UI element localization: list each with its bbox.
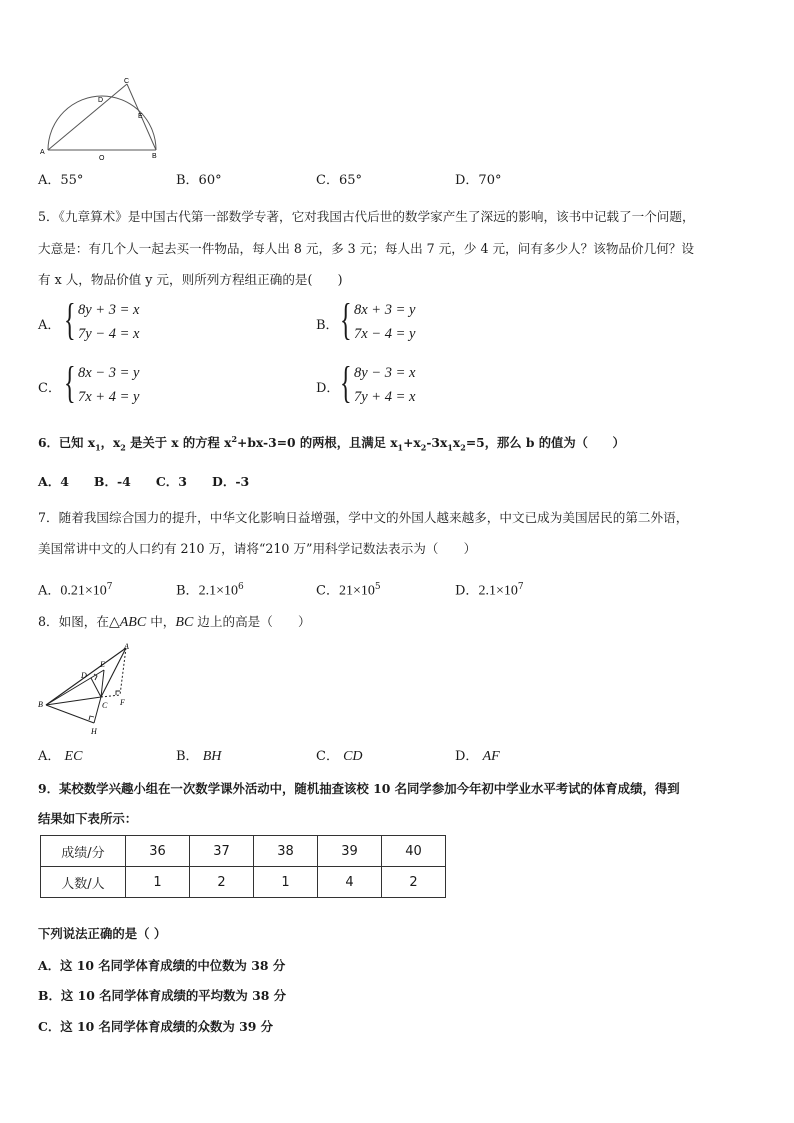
q7-option-d (455, 578, 524, 600)
option-exponent: 7 (517, 582, 524, 592)
q6-text-c: 是关于 x 的方程 x (125, 435, 232, 451)
q8-stem (38, 613, 311, 632)
q8-option-c (316, 748, 363, 766)
q6-stem (38, 430, 625, 457)
q9-prompt: 下列说法正确的是（ ） (38, 926, 167, 941)
q5-stem-line3: 有 x 人，物品价值 y 元，则所列方程组正确的是( ) (38, 272, 343, 287)
q5-stem-line1: 5．《九章算术》是中国古代第一部数学专著，它对我国古代后世的数学家产生了深远的影响，该书中记载了一个问题， (38, 209, 695, 224)
table-cell: 38 (254, 836, 318, 867)
label-c: C (124, 78, 130, 85)
label-c: C (102, 701, 108, 710)
option-label: C． (316, 583, 339, 599)
table-header-cell: 人数/人 (41, 867, 126, 898)
q6-text-g: x (452, 435, 461, 451)
q6-sub: 2 (460, 442, 466, 453)
option-label: A． (38, 583, 61, 599)
label-d: D (81, 671, 87, 680)
option-exponent: 7 (106, 582, 113, 592)
q8-bc: BC (175, 615, 194, 630)
table-cell: 40 (382, 836, 446, 867)
q7-stem-line1: 7．随着我国综合国力的提升，中华文化影响日益增强，学中文的外国人越来越多，中文已成为美国居民的第二外语， (38, 510, 689, 525)
q8-triangle-figure (36, 643, 136, 737)
q6-sub: 1 (397, 442, 404, 453)
q8-text-c: 边上的高是（ ） (193, 614, 311, 629)
q4-option-d: D．70° (455, 173, 502, 188)
q7-option-c (316, 578, 381, 600)
q5-option-a-label: A． (38, 318, 61, 333)
q5-d-eq1: 8y − 3 = x (354, 365, 416, 381)
q8-option-d (455, 748, 500, 766)
label-f: F (120, 698, 125, 707)
q5-option-c-label: C． (38, 381, 61, 396)
label-e: E (100, 660, 105, 669)
label-a: A (124, 643, 129, 651)
label-b: B (152, 153, 157, 160)
q5-stem-line2: 大意是：有几个人一起去买一件物品，每人出 8 元，多 3 元；每人出 7 元，少 4 元，问有多少人？该物品价几何？设 (38, 241, 694, 256)
q6-sup: 2 (231, 434, 238, 444)
table-cell: 37 (190, 836, 254, 867)
label-e: E (138, 113, 143, 120)
table-cell: 4 (318, 867, 382, 898)
score-table (40, 835, 446, 898)
label-h: H (91, 727, 97, 736)
q7-option-a (38, 578, 113, 600)
option-value: BH (202, 749, 222, 764)
q6-text-d: +bx-3=0 的两根，且满足 x (237, 435, 398, 451)
q8-option-b (176, 748, 221, 766)
q6-text-h: =5，那么 b 的值为（ ） (465, 435, 625, 451)
table-header-cell: 成绩/分 (41, 836, 126, 867)
line-ac (48, 84, 127, 150)
q6-options: A．4 B．-4 C．3 D．-3 (38, 474, 250, 489)
semicircle-arc (48, 96, 156, 150)
option-label: D． (455, 583, 479, 599)
option-value: EC (64, 749, 83, 764)
q5-option-b-label: B． (316, 318, 339, 333)
q4-semicircle-figure (36, 74, 166, 164)
q5-c-eq2: 7x + 4 = y (78, 389, 140, 405)
option-label: B． (176, 749, 199, 764)
q8-option-a (38, 748, 82, 766)
q9-option-b: B．这 10 名同学体育成绩的平均数为 38 分 (38, 988, 287, 1003)
option-label: A． (38, 749, 61, 764)
q8-triangle: △ABC (108, 615, 147, 630)
q5-a-eq2: 7y − 4 = x (78, 326, 140, 342)
q9-stem-line2: 结果如下表所示： (38, 811, 138, 826)
q6-text-a: 6．已知 x (38, 435, 96, 451)
q9-option-a: A．这 10 名同学体育成绩的中位数为 38 分 (38, 958, 286, 973)
q5-d-eq2: 7y + 4 = x (354, 389, 416, 405)
table-row (41, 836, 446, 867)
option-exponent: 6 (237, 582, 244, 592)
option-label: B． (176, 583, 199, 599)
option-value: 21×10 (338, 583, 375, 599)
option-value: 2.1×10 (198, 583, 238, 599)
q5-b-eq2: 7x − 4 = y (354, 326, 416, 342)
q4-option-b: B．60° (176, 173, 222, 188)
table-cell: 36 (126, 836, 190, 867)
q9-option-c: C．这 10 名同学体育成绩的众数为 39 分 (38, 1019, 274, 1034)
option-value: 0.21×10 (60, 583, 107, 599)
option-label: C． (316, 749, 339, 764)
label-a: A (40, 149, 45, 156)
q6-sub: 2 (420, 442, 427, 453)
q7-stem-line2: 美国常讲中文的人口约有 210 万，请将“210 万”用科学记数法表示为（ ） (38, 541, 477, 556)
q5-a-eq1: 8y + 3 = x (78, 302, 140, 318)
option-label: D． (455, 749, 479, 764)
label-d: D (98, 97, 104, 104)
table-cell: 39 (318, 836, 382, 867)
q8-text-a: 8．如图，在 (38, 614, 109, 629)
q5-option-d-label: D． (316, 381, 340, 396)
option-value: 2.1×10 (478, 583, 518, 599)
label-b: B (38, 700, 43, 709)
option-exponent: 5 (374, 582, 381, 592)
q6-sub: 1 (95, 442, 101, 453)
q6-text-e: +x (403, 435, 421, 451)
table-cell: 2 (382, 867, 446, 898)
q8-text-b: 中， (146, 614, 176, 629)
option-value: AF (482, 749, 500, 764)
q6-text-f: -3x (426, 435, 448, 451)
table-row (41, 867, 446, 898)
q7-option-b (176, 578, 244, 600)
label-o: O (99, 155, 105, 162)
q6-sub: 1 (447, 442, 453, 453)
q4-option-a: A．55° (38, 173, 84, 188)
q6-text-b: ，x (100, 435, 121, 451)
table-cell: 1 (254, 867, 318, 898)
q9-stem-line1: 9．某校数学兴趣小组在一次数学课外活动中，随机抽查该校 10 名同学参加今年初中学业水平考试的体育成绩，得到 (38, 781, 680, 796)
table-cell: 2 (190, 867, 254, 898)
q5-c-eq1: 8x − 3 = y (78, 365, 140, 381)
q4-option-c: C．65° (316, 173, 362, 188)
option-value: CD (343, 749, 363, 764)
q5-b-eq1: 8x + 3 = y (354, 302, 416, 318)
q6-sub: 2 (120, 442, 126, 453)
table-cell: 1 (126, 867, 190, 898)
